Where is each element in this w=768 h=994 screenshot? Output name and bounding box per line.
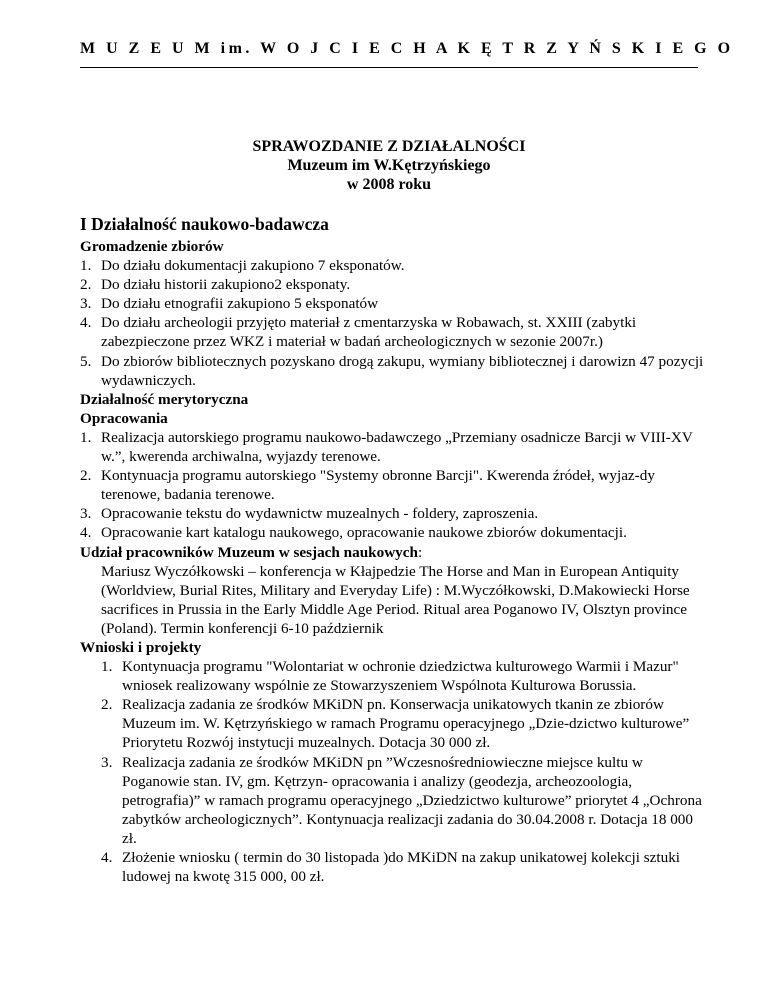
list-item [80,275,705,294]
list-item [80,523,705,542]
opracowania-list [80,428,705,543]
list-number: 3. [101,753,113,771]
list-item [80,695,705,752]
section-heading: I Działalność naukowo-badawcza [80,214,329,234]
subheading-gromadzenie: Gromadzenie zbiorów [80,238,224,255]
list-text: Opracowanie tekstu do wydawnictw muzealnych - foldery, zaproszenia. [101,505,539,523]
wnioski-list [80,657,705,886]
list-number: 2. [80,276,92,294]
sesje-paragraph: Mariusz Wyczółkowski – konferencja w Kłajpedzie The Horse and Man in European Antiquity (Worldview, Burial Rites, Military and Everyday Life) : M.Wyczółkowski, D.Makowiecki Horse sacrifices in Prussia in the Early Middle Age Period. Ritual area Poganowo IV, Olsztyn province (Poland). Termin konferencji 6-10 październik [101,562,690,637]
list-number: 3. [80,505,92,523]
list-number: 1. [80,257,92,275]
list-item [80,848,705,886]
list-item [80,256,705,275]
list-text: Do działu etnografii zakupiono 5 eksponatów [101,295,379,313]
list-item [80,294,705,313]
list-text: Kontynuacja programu autorskiego "Systemy obronne Barcji". Kwerenda źródeł, wyjaz-dy terenowe, badania terenowe. [101,467,655,504]
list-number: 1. [101,658,113,676]
heading-colon: : [417,543,423,561]
report-body [80,213,705,886]
list-number: 4. [80,314,92,332]
list-text: Realizacja zadania ze środków MKiDN pn ”Wczesnośredniowieczne miejsce kultu w Poganowie stan. IV, gm. Kętrzyn- opracowania i analizy (geodezja, archeozoologia, petrografia)” w ramach programu operacyjnego „Dziedzictwo kulturowe” priorytet 4 „Ochrona zabytków archeologicznych”. Kontynuacja realizacji zadania do 30.04.2008 r. Dotacja 18 000 zł. [122,753,702,847]
list-number: 2. [101,696,113,714]
subheading-opracowania: Opracowania [80,409,168,427]
list-text: Do działu archeologii przyjęto materiał z cmentarzyska w Robawach, st. XXIII (zabytki zabezpieczone przez WKZ i materiał w badań archeologicznych w sezonie 2007r.) [101,314,637,351]
list-item [80,352,705,390]
list-item [80,753,705,848]
list-number: 2. [80,467,92,485]
report-title [80,137,698,194]
list-item [80,428,705,466]
list-item [80,504,705,523]
subheading-merytoryczna: Działalność merytoryczna [80,390,249,408]
list-text: Do działu dokumentacji zakupiono 7 eksponatów. [101,257,405,275]
list-text: Kontynuacja programu "Wolontariat w ochronie dziedzictwa kulturowego Warmii i Mazur" wniosek realizowany wspólnie ze Stowarzyszeniem Wspólnota Kulturowa Borussia. [122,658,679,695]
list-text: Do zbiorów bibliotecznych pozyskano drogą zakupu, wymiany bibliotecznej i darowizn 47 pozycji wydawniczych. [101,352,704,389]
subheading-sesje: Udział pracowników Muzeum w sesjach naukowych [80,543,418,561]
list-number: 4. [80,524,92,542]
list-item [80,313,705,351]
title-line-2: Muzeum im W.Kętrzyńskiego [287,157,491,174]
list-number: 1. [80,428,92,446]
list-text: Realizacja zadania ze środków MKiDN pn. Konserwacja unikatowych tkanin ze zbiorów Muzeum im. W. Kętrzyńskiego w ramach Programu operacyjnego „Dzie-dzictwo kulturowe” Priorytetu Rozwój instytucji muzealnych. Dotacja 30 000 zł. [122,696,690,752]
title-line-1: SPRAWOZDANIE Z DZIAŁALNOŚCI [252,138,526,155]
list-text: Realizacja autorskiego programu naukowo-badawczego „Przemiany osadnicze Barcji w VIII-XV w.”, kwerenda archiwalna, wyjazdy terenowe. [101,428,693,466]
list-text: Do działu historii zakupiono2 eksponaty. [101,276,351,294]
list-text: Złożenie wniosku ( termin do 30 listopada )do MKiDN na zakup unikatowej kolekcji sztuki ludowej na kwotę 315 000, 00 zł. [122,849,681,886]
list-number: 4. [101,849,113,866]
list-item [80,466,705,504]
gromadzenie-list [80,256,705,390]
list-number: 3. [80,295,92,313]
museum-header: M U Z E U M im. W O J C I E C H A K Ę T R Z Y Ń S K I E G O [80,40,734,57]
title-line-3: w 2008 roku [346,176,432,193]
subheading-wnioski: Wnioski i projekty [80,638,202,656]
list-number: 5. [80,352,92,370]
header-divider [80,67,698,68]
list-text: Opracowanie kart katalogu naukowego, opracowanie naukowe zbiorów dokumentacji. [101,524,627,542]
list-item [80,657,705,695]
sesje-heading-line [80,543,705,562]
